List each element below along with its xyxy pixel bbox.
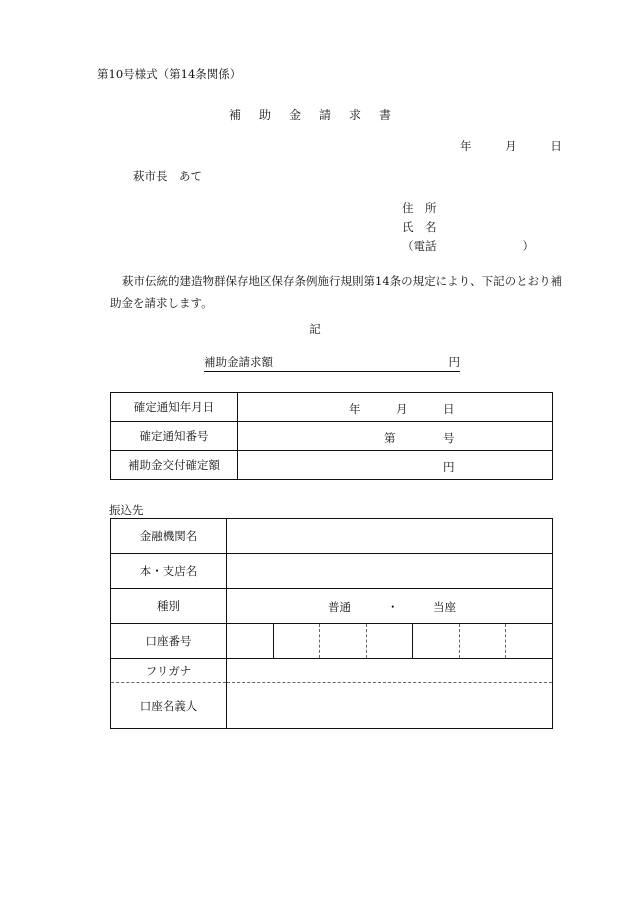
table-row <box>111 519 553 554</box>
form-number: 第10号様式（第14条関係） <box>97 67 242 81</box>
applicant-block <box>402 199 534 256</box>
branch-name-label: 本・支店名 <box>111 554 227 589</box>
confirm-amount-field[interactable] <box>238 451 553 480</box>
name-label: 氏 名 <box>402 220 437 234</box>
account-type-label: 種別 <box>111 589 227 624</box>
account-type-field[interactable] <box>227 589 553 624</box>
amount-unit: 円 <box>448 355 460 369</box>
amount-label: 補助金請求額 <box>204 355 273 369</box>
confirm-date-label: 確定通知年月日 <box>111 393 238 422</box>
account-holder-field[interactable] <box>227 683 553 729</box>
account-number-label: 口座番号 <box>111 624 227 659</box>
confirm-date-field[interactable] <box>238 393 553 422</box>
date-day: 日 <box>550 139 562 153</box>
account-number-field[interactable] <box>227 624 553 659</box>
type-current-option[interactable]: 当座 <box>433 600 456 614</box>
table-row <box>111 554 553 589</box>
confirm-amount-label: 補助金交付確定額 <box>111 451 238 480</box>
body-text: 萩市伝統的建造物群保存地区保存条例施行規則第14条の規定により、下記のとおり補助金を請求します。 <box>110 274 563 310</box>
table-row <box>111 683 553 729</box>
table-row <box>111 589 553 624</box>
amount-line <box>204 354 460 372</box>
account-digit-5[interactable] <box>412 624 459 658</box>
confirm-month-label: 月 <box>396 402 408 416</box>
account-digit-6[interactable] <box>459 624 506 658</box>
confirmation-table <box>110 392 553 480</box>
transfer-heading: 振込先 <box>109 503 144 517</box>
page-title: 補助金請求書 <box>228 108 409 122</box>
phone-close: ） <box>522 239 534 253</box>
date-month: 月 <box>505 139 517 153</box>
phone-label: （電話 <box>402 239 437 253</box>
confirm-day-label: 日 <box>443 402 455 416</box>
type-separator: ・ <box>387 600 399 614</box>
confirm-number-label: 確定通知番号 <box>111 422 238 451</box>
table-row <box>111 624 553 659</box>
confirm-number-field[interactable] <box>238 422 553 451</box>
confirm-amount-unit: 円 <box>443 460 455 474</box>
phone-line <box>402 237 534 256</box>
account-digit-1[interactable] <box>227 624 273 658</box>
confirm-dai-label: 第 <box>384 431 396 445</box>
table-row <box>111 393 553 422</box>
table-row <box>111 451 553 480</box>
branch-name-field[interactable] <box>227 554 553 589</box>
addressee: 萩市長 あて <box>133 169 202 183</box>
date-line <box>460 138 580 154</box>
account-digit-2[interactable] <box>273 624 320 658</box>
address-label: 住 所 <box>402 201 437 215</box>
type-ordinary-option[interactable]: 普通 <box>328 600 351 614</box>
date-year: 年 <box>460 139 472 153</box>
confirm-year-label: 年 <box>349 402 361 416</box>
bank-name-label: 金融機関名 <box>111 519 227 554</box>
account-digit-4[interactable] <box>366 624 413 658</box>
ki-heading: 記 <box>309 322 321 336</box>
bank-name-field[interactable] <box>227 519 553 554</box>
confirm-go-label: 号 <box>443 431 455 445</box>
table-row <box>111 659 553 683</box>
table-row <box>111 422 553 451</box>
account-holder-label: 口座名義人 <box>111 683 227 729</box>
furigana-label: フリガナ <box>111 659 227 683</box>
transfer-table <box>110 518 553 729</box>
account-digit-7[interactable] <box>505 624 552 658</box>
furigana-field[interactable] <box>227 659 553 683</box>
account-digit-3[interactable] <box>319 624 366 658</box>
account-digit-boxes <box>227 624 552 658</box>
